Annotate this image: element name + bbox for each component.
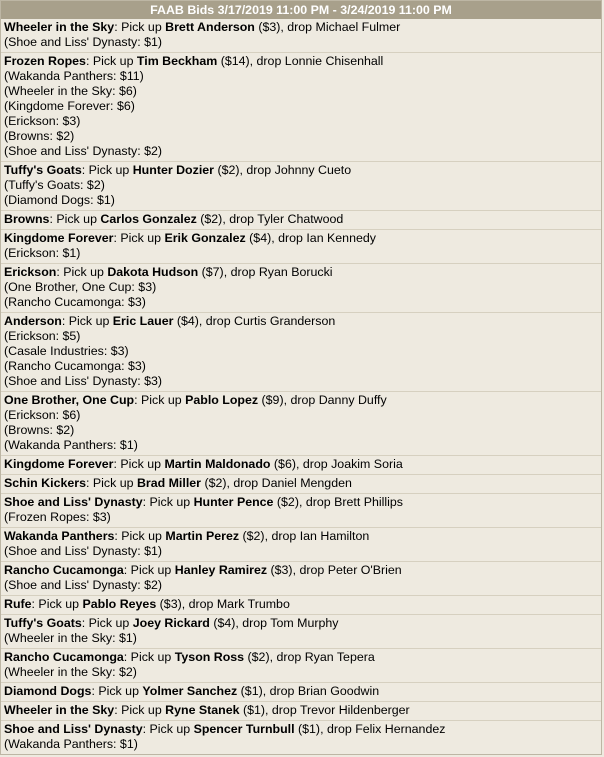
bid-amount: ($2) xyxy=(204,476,227,490)
losing-bid: (Wheeler in the Sky: $2) xyxy=(4,665,137,679)
bid-entry xyxy=(1,456,601,475)
bid-entry xyxy=(1,562,601,596)
player-name: Yolmer Sanchez xyxy=(142,684,238,698)
bid-entry xyxy=(1,721,601,754)
winning-bid-line xyxy=(4,650,598,665)
losing-bid: (Wheeler in the Sky: $6) xyxy=(4,84,137,98)
winning-bid-line xyxy=(4,495,598,510)
player-name: Joey Rickard xyxy=(132,616,210,630)
player-name: Spencer Turnbull xyxy=(193,722,295,736)
bid-amount: ($1) xyxy=(298,722,321,736)
player-name: Hunter Dozier xyxy=(132,163,214,177)
team-name: Shoe and Liss' Dynasty xyxy=(4,495,143,509)
dropped-player: Curtis Granderson xyxy=(234,314,336,328)
dropped-player: Ryan Borucki xyxy=(258,265,333,279)
winning-bid-line xyxy=(4,722,598,737)
bid-entry xyxy=(1,313,601,392)
team-name: Rancho Cucamonga xyxy=(4,650,124,664)
bid-amount: ($14) xyxy=(220,54,250,68)
player-name: Brett Anderson xyxy=(165,20,255,34)
drop-label: , drop xyxy=(265,703,300,717)
team-name: Schin Kickers xyxy=(4,476,86,490)
pickup-label: : Pick up xyxy=(85,476,137,490)
team-name: One Brother, One Cup xyxy=(4,393,135,407)
dropped-player: Mark Trumbo xyxy=(216,597,290,611)
bid-amount: ($4) xyxy=(213,616,236,630)
winning-bid-line xyxy=(4,54,598,69)
dropped-player: Johnny Cueto xyxy=(274,163,352,177)
team-name: Browns xyxy=(4,212,50,226)
pickup-label: : Pick up xyxy=(91,684,143,698)
pickup-label: : Pick up xyxy=(56,265,108,279)
drop-label: , drop xyxy=(249,54,285,68)
panel-title: FAAB Bids 3/17/2019 11:00 PM - 3/24/2019 11:00 PM xyxy=(150,3,452,17)
bid-entry xyxy=(1,392,601,456)
drop-label: , drop xyxy=(226,476,262,490)
drop-label: , drop xyxy=(198,314,235,328)
bid-amount: ($2) xyxy=(276,495,299,509)
losing-bid: (Browns: $2) xyxy=(4,423,75,437)
player-name: Hanley Ramirez xyxy=(174,563,268,577)
drop-label: , drop xyxy=(222,212,258,226)
winning-bid-line xyxy=(4,476,598,491)
player-name: Dakota Hudson xyxy=(107,265,199,279)
bid-amount: ($4) xyxy=(176,314,199,328)
drop-label: , drop xyxy=(295,457,332,471)
dropped-player: Ryan Tepera xyxy=(304,650,375,664)
player-name: Erik Gonzalez xyxy=(164,231,246,245)
losing-bid: (Diamond Dogs: $1) xyxy=(4,193,115,207)
drop-label: , drop xyxy=(292,563,328,577)
pickup-label: : Pick up xyxy=(49,212,101,226)
losing-bid: (Erickson: $1) xyxy=(4,246,81,260)
pickup-label: : Pick up xyxy=(114,703,166,717)
pickup-label: : Pick up xyxy=(142,495,194,509)
player-name: Martin Perez xyxy=(165,529,240,543)
bid-amount: ($2) xyxy=(247,650,270,664)
pickup-label: : Pick up xyxy=(113,231,165,245)
team-name: Frozen Ropes xyxy=(4,54,86,68)
losing-bid: (Shoe and Liss' Dynasty: $3) xyxy=(4,374,163,388)
pickup-label: : Pick up xyxy=(123,650,175,664)
team-name: Erickson xyxy=(4,265,57,279)
losing-bid: (Frozen Ropes: $3) xyxy=(4,510,111,524)
losing-bid: (Wheeler in the Sky: $1) xyxy=(4,631,137,645)
team-name: Rancho Cucamonga xyxy=(4,563,124,577)
bid-amount: ($3) xyxy=(258,20,281,34)
drop-label: , drop xyxy=(320,722,356,736)
pickup-label: : Pick up xyxy=(113,457,165,471)
pickup-label: : Pick up xyxy=(114,20,166,34)
bid-entry xyxy=(1,162,601,211)
dropped-player: Joakim Soria xyxy=(331,457,403,471)
dropped-player: Felix Hernandez xyxy=(355,722,446,736)
player-name: Tim Beckham xyxy=(136,54,218,68)
bid-amount: ($1) xyxy=(240,684,263,698)
bid-entry xyxy=(1,53,601,162)
dropped-player: Trevor Hildenberger xyxy=(299,703,410,717)
dropped-player: Tom Murphy xyxy=(270,616,339,630)
winning-bid-line xyxy=(4,163,598,178)
losing-bid: (Wakanda Panthers: $11) xyxy=(4,69,144,83)
player-name: Pablo Reyes xyxy=(82,597,157,611)
player-name: Eric Lauer xyxy=(112,314,174,328)
winning-bid-line xyxy=(4,393,598,408)
winning-bid-line xyxy=(4,684,598,699)
winning-bid-line xyxy=(4,265,598,280)
bid-entry xyxy=(1,230,601,264)
pickup-label: : Pick up xyxy=(81,163,133,177)
bid-entry xyxy=(1,649,601,683)
losing-bid: (Shoe and Liss' Dynasty: $2) xyxy=(4,578,163,592)
bid-amount: ($4) xyxy=(249,231,272,245)
drop-label: , drop xyxy=(298,495,335,509)
player-name: Martin Maldonado xyxy=(164,457,271,471)
losing-bid: (Browns: $2) xyxy=(4,129,75,143)
bid-entry xyxy=(1,596,601,615)
winning-bid-line xyxy=(4,457,598,472)
bid-entry xyxy=(1,683,601,702)
team-name: Wakanda Panthers xyxy=(4,529,115,543)
winning-bid-line xyxy=(4,563,598,578)
bid-amount: ($2) xyxy=(217,163,240,177)
bid-entry xyxy=(1,211,601,230)
losing-bid: (Wakanda Panthers: $1) xyxy=(4,737,138,751)
losing-bid: (Tuffy's Goats: $2) xyxy=(4,178,105,192)
team-name: Tuffy's Goats xyxy=(4,163,82,177)
player-name: Tyson Ross xyxy=(174,650,245,664)
bid-amount: ($9) xyxy=(261,393,284,407)
panel-header xyxy=(1,1,601,19)
team-name: Shoe and Liss' Dynasty xyxy=(4,722,143,736)
winning-bid-line xyxy=(4,314,598,329)
dropped-player: Peter O'Brien xyxy=(327,563,402,577)
team-name: Tuffy's Goats xyxy=(4,616,82,630)
team-name: Kingdome Forever xyxy=(4,231,114,245)
losing-bid: (Shoe and Liss' Dynasty: $1) xyxy=(4,35,163,49)
dropped-player: Brian Goodwin xyxy=(297,684,380,698)
dropped-player: Lonnie Chisenhall xyxy=(284,54,384,68)
losing-bid: (One Brother, One Cup: $3) xyxy=(4,280,157,294)
player-name: Carlos Gonzalez xyxy=(100,212,197,226)
bid-entry xyxy=(1,264,601,313)
pickup-label: : Pick up xyxy=(61,314,113,328)
bid-amount: ($3) xyxy=(159,597,182,611)
drop-label: , drop xyxy=(235,616,271,630)
winning-bid-line xyxy=(4,597,598,612)
losing-bid: (Erickson: $5) xyxy=(4,329,81,343)
dropped-player: Tyler Chatwood xyxy=(257,212,344,226)
player-name: Brad Miller xyxy=(136,476,201,490)
player-name: Ryne Stanek xyxy=(165,703,240,717)
bid-amount: ($2) xyxy=(200,212,223,226)
pickup-label: : Pick up xyxy=(114,529,166,543)
drop-label: , drop xyxy=(262,684,298,698)
losing-bid: (Casale Industries: $3) xyxy=(4,344,129,358)
team-name: Rufe xyxy=(4,597,32,611)
winning-bid-line xyxy=(4,231,598,246)
drop-label: , drop xyxy=(264,529,300,543)
drop-label: , drop xyxy=(223,265,259,279)
drop-label: , drop xyxy=(283,393,319,407)
losing-bid: (Erickson: $3) xyxy=(4,114,81,128)
drop-label: , drop xyxy=(239,163,275,177)
drop-label: , drop xyxy=(269,650,305,664)
winning-bid-line xyxy=(4,616,598,631)
team-name: Anderson xyxy=(4,314,62,328)
pickup-label: : Pick up xyxy=(85,54,137,68)
bid-entry xyxy=(1,475,601,494)
team-name: Kingdome Forever xyxy=(4,457,114,471)
pickup-label: : Pick up xyxy=(31,597,83,611)
pickup-label: : Pick up xyxy=(142,722,194,736)
bid-entry xyxy=(1,615,601,649)
bid-amount: ($1) xyxy=(242,703,266,717)
team-name: Diamond Dogs xyxy=(4,684,92,698)
pickup-label: : Pick up xyxy=(134,393,186,407)
winning-bid-line xyxy=(4,703,598,718)
losing-bid: (Rancho Cucamonga: $3) xyxy=(4,359,146,373)
dropped-player: Danny Duffy xyxy=(318,393,387,407)
player-name: Pablo Lopez xyxy=(185,393,259,407)
bid-amount: ($6) xyxy=(273,457,296,471)
dropped-player: Ian Hamilton xyxy=(299,529,370,543)
losing-bid: (Shoe and Liss' Dynasty: $2) xyxy=(4,144,163,158)
dropped-player: Brett Phillips xyxy=(334,495,403,509)
dropped-player: Daniel Mengden xyxy=(261,476,352,490)
losing-bid: (Rancho Cucamonga: $3) xyxy=(4,295,146,309)
bid-amount: ($3) xyxy=(270,563,293,577)
player-name: Hunter Pence xyxy=(193,495,274,509)
losing-bid: (Erickson: $6) xyxy=(4,408,81,422)
team-name: Wheeler in the Sky xyxy=(4,20,115,34)
losing-bid: (Kingdome Forever: $6) xyxy=(4,99,135,113)
winning-bid-line xyxy=(4,529,598,544)
losing-bid: (Wakanda Panthers: $1) xyxy=(4,438,138,452)
bid-entry xyxy=(1,494,601,528)
dropped-player: Michael Fulmer xyxy=(315,20,401,34)
pickup-label: : Pick up xyxy=(123,563,175,577)
drop-label: , drop xyxy=(181,597,217,611)
winning-bid-line xyxy=(4,212,598,227)
drop-label: , drop xyxy=(271,231,307,245)
bid-entry xyxy=(1,19,601,53)
bids-list xyxy=(1,19,601,754)
drop-label: , drop xyxy=(280,20,316,34)
winning-bid-line xyxy=(4,20,598,35)
pickup-label: : Pick up xyxy=(81,616,133,630)
bid-entry xyxy=(1,528,601,562)
losing-bid: (Shoe and Liss' Dynasty: $1) xyxy=(4,544,163,558)
dropped-player: Ian Kennedy xyxy=(306,231,376,245)
bid-amount: ($7) xyxy=(201,265,224,279)
team-name: Wheeler in the Sky xyxy=(4,703,115,717)
bid-amount: ($2) xyxy=(242,529,265,543)
bid-entry xyxy=(1,702,601,721)
